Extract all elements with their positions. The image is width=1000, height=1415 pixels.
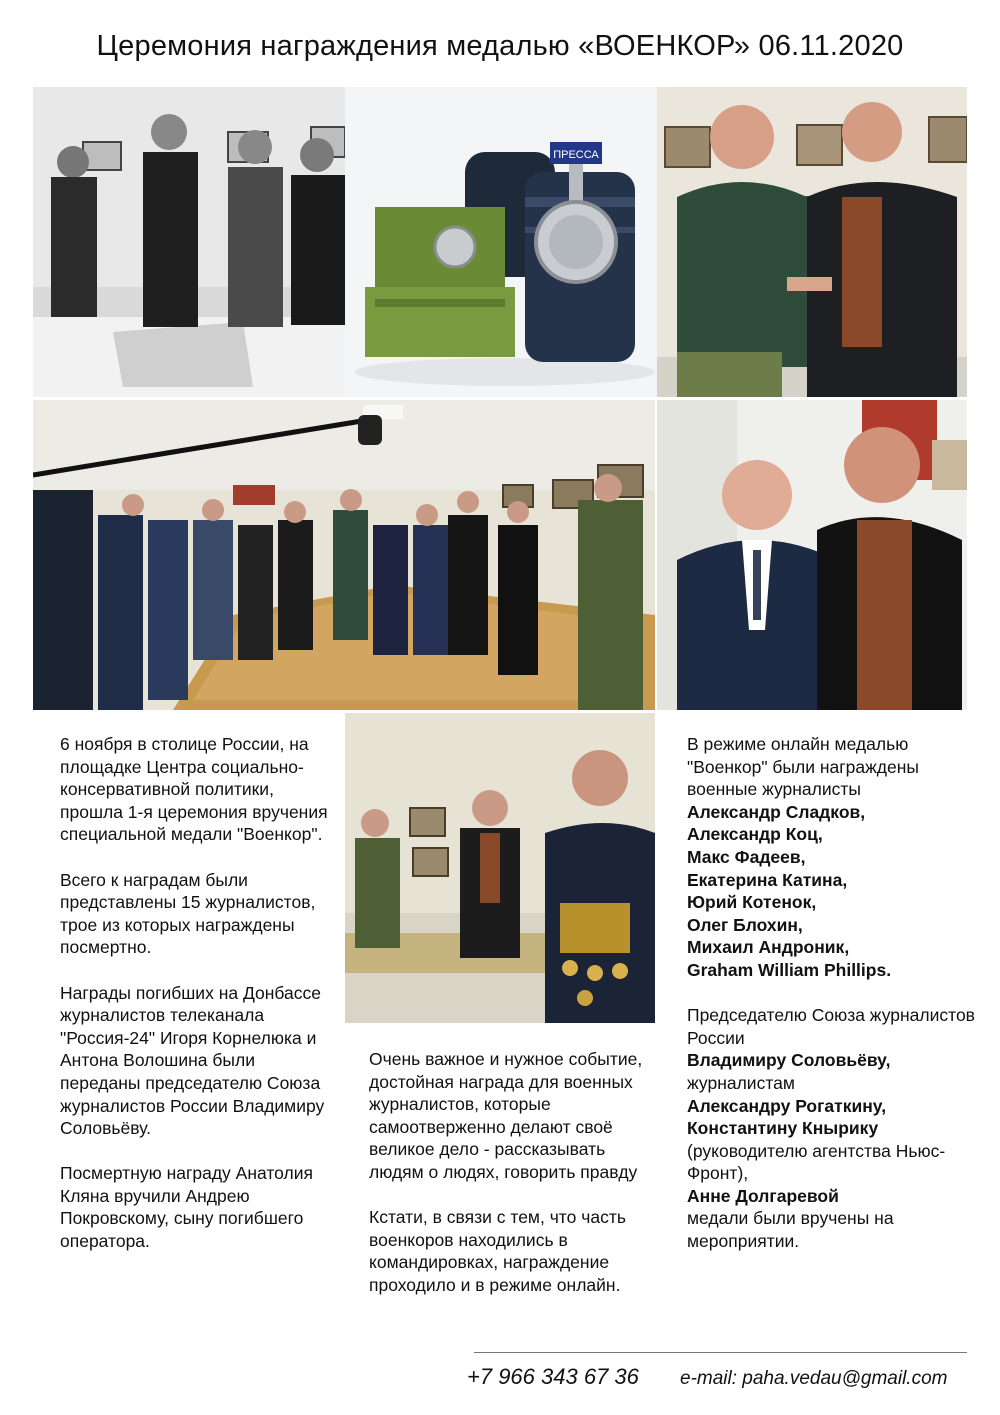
text-fragment: медали были вручены на мероприятии. (687, 1208, 894, 1252)
recipient-name: Александр Сладков, (687, 801, 866, 822)
text-fragment: Председателю Союза журналистов России (687, 1005, 975, 1048)
footer-divider (474, 1352, 967, 1353)
text-column-left (60, 733, 335, 1275)
paragraph-klyan-award: Посмертную награду Анатолия Кляна вручили Андрею Покровскому, сыну погибшего оператора. (60, 1163, 313, 1252)
recipient-name: Юрий Котенок, (687, 892, 817, 913)
photo-veterans-medals (345, 713, 655, 1023)
text-fragment: журналистам (687, 1072, 795, 1093)
paragraph-online-recipients (687, 733, 977, 982)
recipient-name: Graham William Phillips. (687, 959, 892, 980)
recipient-name: Владимиру Соловьёву, (687, 1050, 891, 1071)
recipient-name: Константину Кнырику (687, 1118, 879, 1139)
contact-phone: +7 966 343 67 36 (467, 1364, 639, 1389)
recipient-name: Александру Рогаткину, (687, 1095, 887, 1116)
recipient-name: Александр Коц, (687, 824, 823, 845)
text-column-right (687, 733, 977, 1275)
recipient-name: Екатерина Катина, (687, 869, 848, 890)
contact-email: e-mail: paha.vedau@gmail.com (680, 1368, 948, 1389)
paragraph-event-importance: Очень важное и нужное событие, достойная награда для военных журналистов, которые самоотверженно делают своё великое дело - рассказывать людям о людях, говорить правду (369, 1049, 643, 1182)
page-title: Церемония награждения медалью «ВОЕНКОР» 06.11.2020 (96, 30, 904, 62)
recipient-name: Олег Блохин, (687, 914, 803, 935)
paragraph-in-person-recipients (687, 1004, 977, 1253)
paragraph-ceremony-intro: 6 ноября в столице России, на площадке Центра социально-консервативной политики, прошла 1-я церемония вручения специальной медали "Военкор". (60, 734, 328, 845)
photo-ceremony-handshake-bw (33, 87, 345, 397)
online-intro: В режиме онлайн медалью "Военкор" были награждены военные журналисты (687, 734, 919, 800)
recipient-name: Макс Фадеев, (687, 846, 806, 867)
photo-medal-handover (657, 87, 967, 397)
paragraph-online-award: Кстати, в связи с тем, что часть военкоров находились в командировках, награждение проходило и в режиме онлайн. (369, 1207, 626, 1295)
recipient-name: Анне Долгаревой (687, 1185, 839, 1206)
photo-two-men-portrait (657, 400, 967, 710)
recipient-name: Михаил Андроник, (687, 937, 850, 958)
text-fragment: (руководителю агентства Ньюс-Фронт), (687, 1140, 946, 1184)
photo-medal-voenkor (345, 87, 657, 397)
medal-badge-label: ПРЕССА (553, 149, 599, 161)
photo-meeting-room-wide (33, 400, 655, 710)
paragraph-posthumous-awards: Награды погибших на Донбассе журналистов телеканала "Россия-24" Игоря Корнелюка и Антона Волошина были переданы председателю Союза журналистов России Владимиру Соловьёву. (60, 982, 325, 1139)
paragraph-nominees: Всего к наградам были представлены 15 журналистов, трое из которых награждены посмертно. (60, 869, 316, 958)
text-column-middle (369, 1048, 649, 1319)
